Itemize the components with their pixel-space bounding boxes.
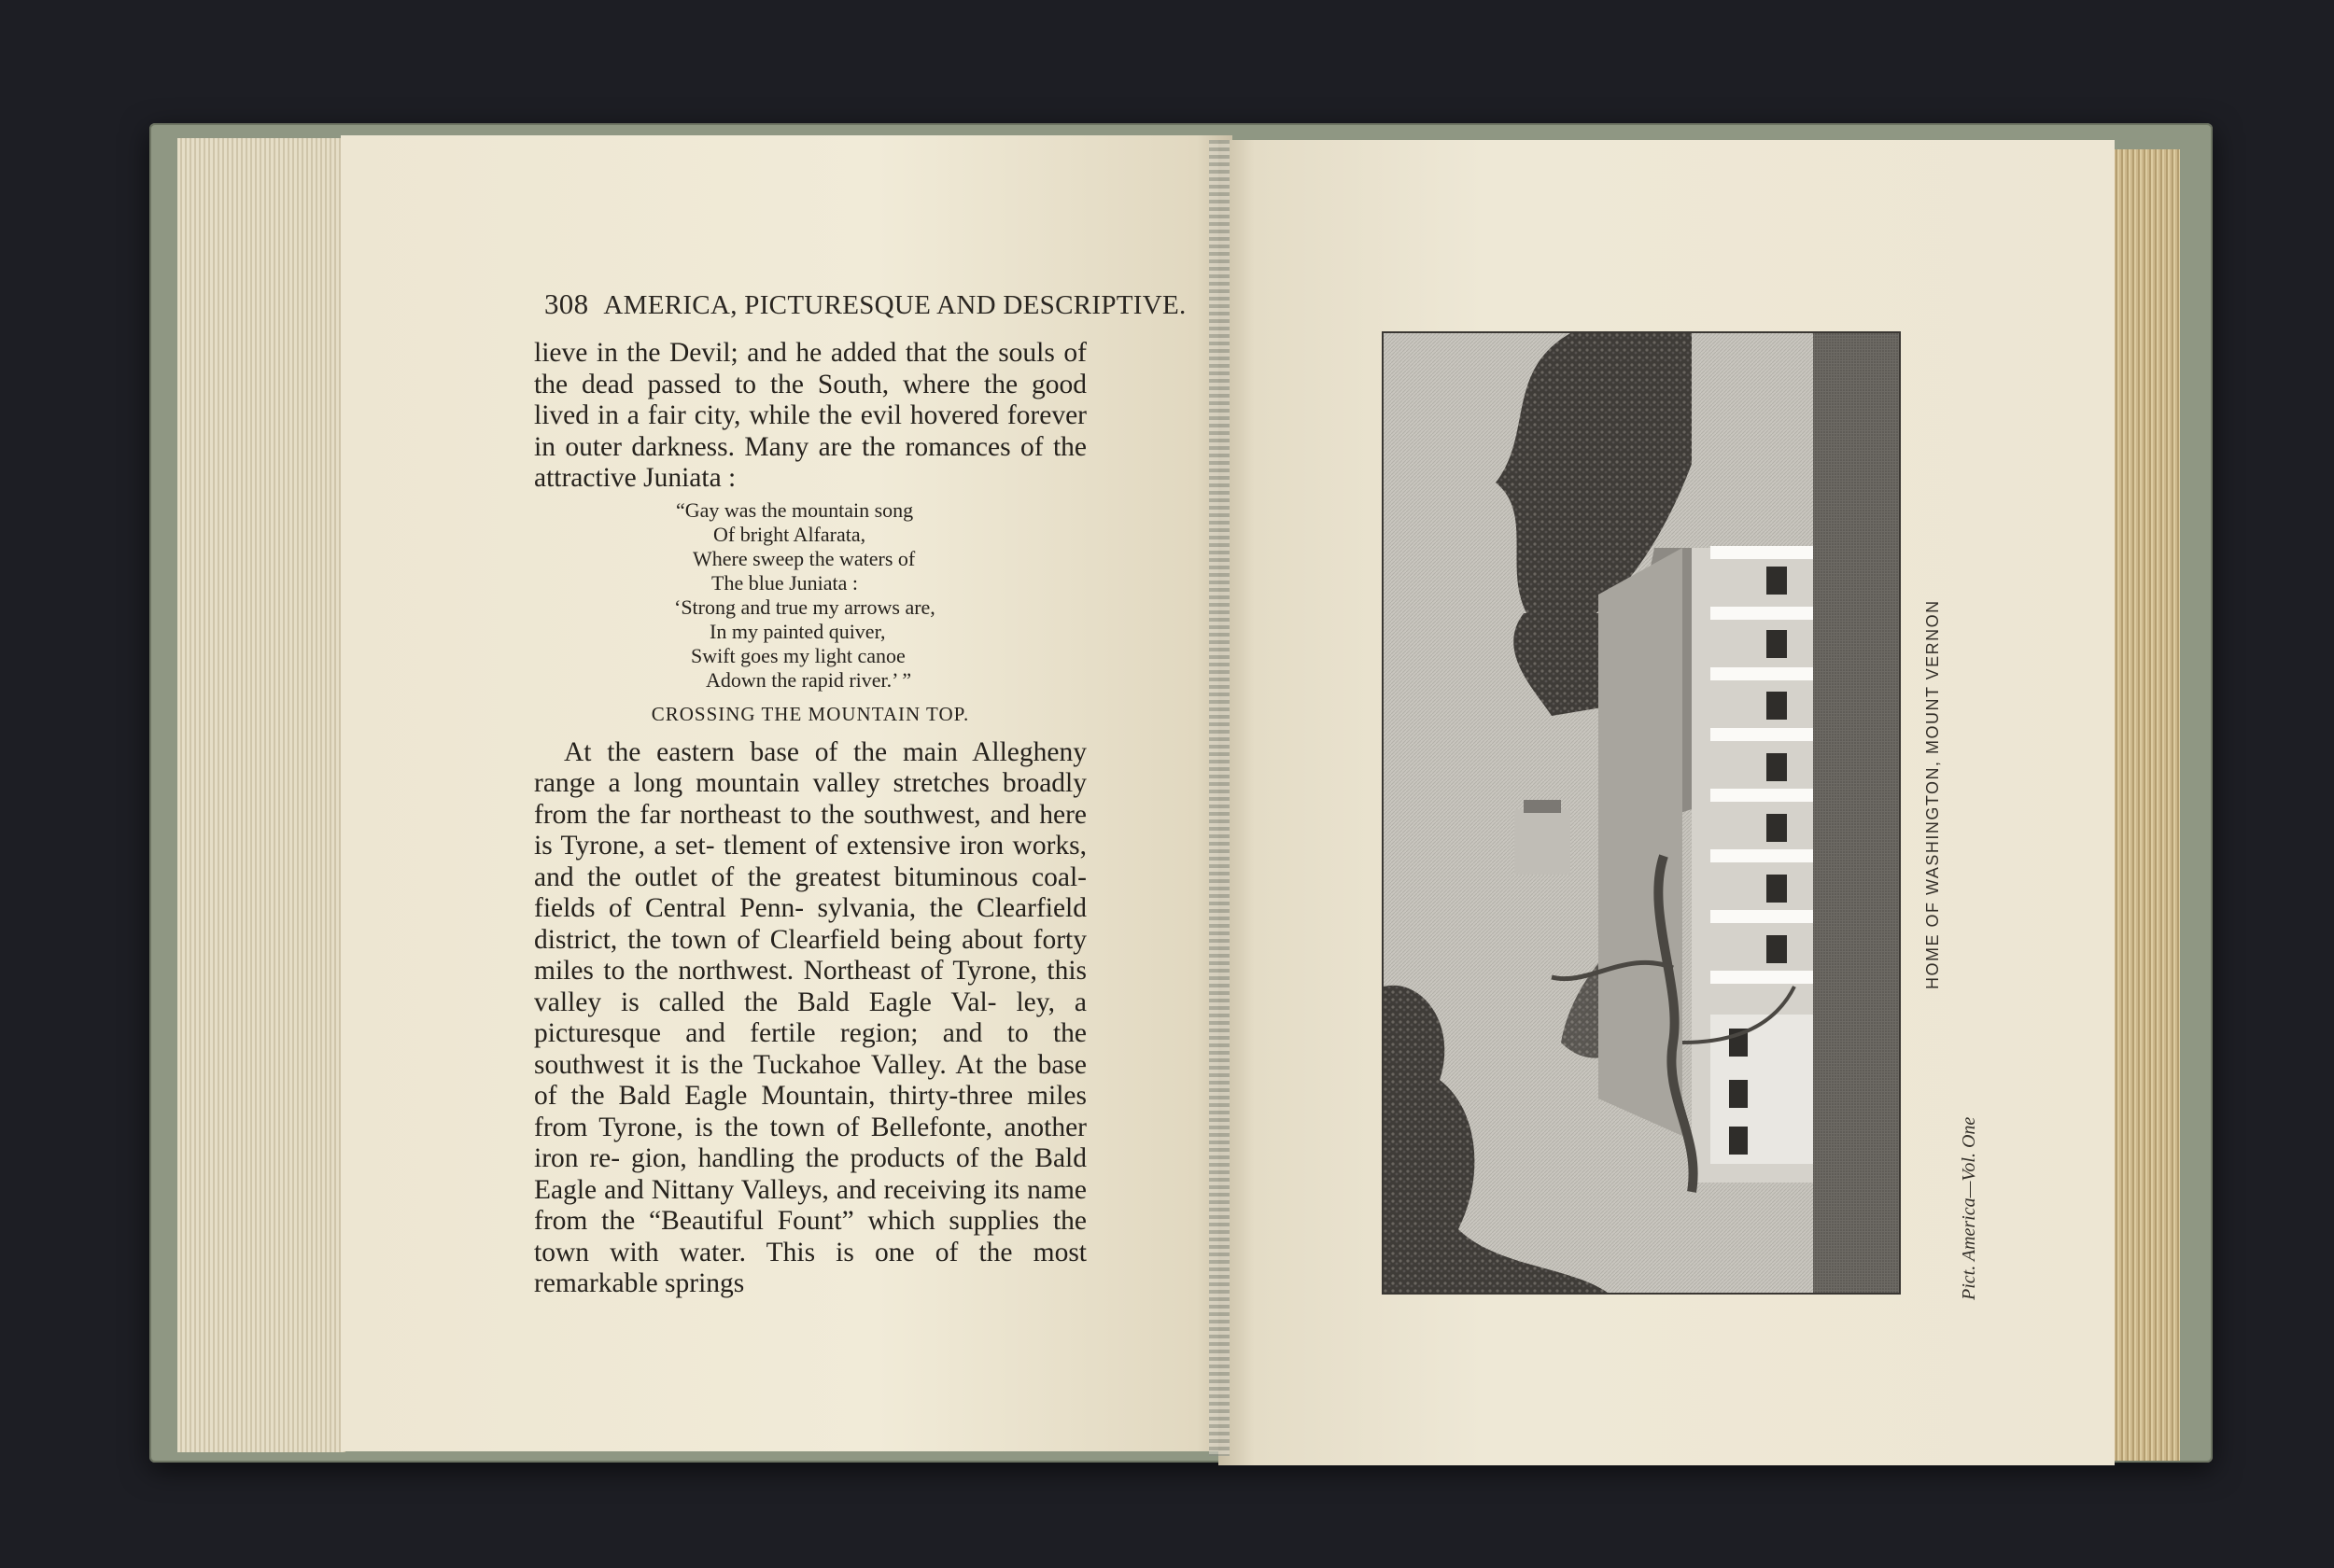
book-spine-gutter	[1209, 140, 1230, 1456]
poem-line: Adown the rapid river.’ ”	[706, 667, 912, 692]
text-line: Juniata :	[643, 463, 737, 493]
page-edges-left	[177, 138, 345, 1452]
text-line: of Tyrone, this valley is called the Bald Eagle Val-	[534, 956, 1087, 1017]
plate-credit: Pict. America—Vol. One	[1959, 1116, 1979, 1300]
left-page-text	[534, 338, 1087, 1300]
mount-vernon-photo	[1384, 333, 1899, 1293]
text-line: lieve in the Devil; and he added that the souls of	[534, 338, 1087, 368]
paragraph-1	[534, 338, 1087, 495]
text-line: the greatest bituminous coal-fields of Central Penn-	[534, 861, 1087, 923]
photograph-plate	[1382, 331, 1901, 1295]
poem	[534, 498, 1087, 693]
section-heading: CROSSING THE MOUNTAIN TOP.	[651, 702, 970, 725]
plate-caption: HOME OF WASHINGTON, MOUNT VERNON	[1923, 599, 1942, 989]
text-line: Nittany Valleys, and receiving its name from the	[534, 1174, 1087, 1236]
poem-line: The blue Juniata :	[711, 570, 859, 595]
running-head-title: AMERICA, PICTURESQUE AND DESCRIPTIVE.	[603, 290, 1187, 320]
poem-line: Where sweep the waters of	[693, 546, 916, 570]
text-line: tlement of extensive iron works, and the outlet of	[534, 831, 1088, 892]
poem-line: Swift goes my light canoe	[691, 643, 906, 667]
poem-line: ‘Strong and true my arrows are,	[674, 595, 935, 619]
poem-line: In my painted quiver,	[710, 619, 886, 643]
text-line: southwest it is the Tuckahoe Valley. At the base	[534, 1049, 1087, 1080]
poem-line: Of bright Alfarata,	[713, 522, 866, 546]
text-line: darkness. Many are the romances of the attractive	[534, 431, 1088, 493]
text-line: the dead passed to the South, where the good lived	[534, 369, 1087, 430]
text-line: At the eastern base of the main Allegheny range	[534, 736, 1087, 798]
poem-line: “Gay was the mountain song	[676, 497, 914, 522]
text-line: a long mountain valley stretches broadly from the far	[534, 768, 1088, 830]
text-line: ley, a picturesque and fertile region; and to the	[534, 987, 1088, 1048]
paragraph-2	[534, 737, 1087, 1300]
page-number: 308	[544, 287, 589, 320]
text-line: in a fair city, while the evil hovered forever in outer	[534, 400, 1088, 462]
text-line: Tyrone, is the town of Bellefonte, another iron re-	[534, 1112, 1087, 1173]
text-line: water. This is one of the most remarkable springs	[534, 1237, 1087, 1298]
text-line: northeast to the southwest, and here is Tyrone, a set-	[534, 799, 1088, 861]
text-line: being about forty miles to the northwest. Northeast	[534, 924, 1087, 986]
text-line: sylvania, the Clearfield district, the town of Clearfield	[534, 893, 1087, 955]
text-line: “Beautiful Fount” which supplies the town with	[534, 1206, 1087, 1267]
text-line: of the Bald Eagle Mountain, thirty-three miles from	[534, 1081, 1087, 1142]
running-head	[544, 287, 1187, 321]
text-line: gion, handling the products of the Bald Eagle and	[534, 1143, 1087, 1205]
